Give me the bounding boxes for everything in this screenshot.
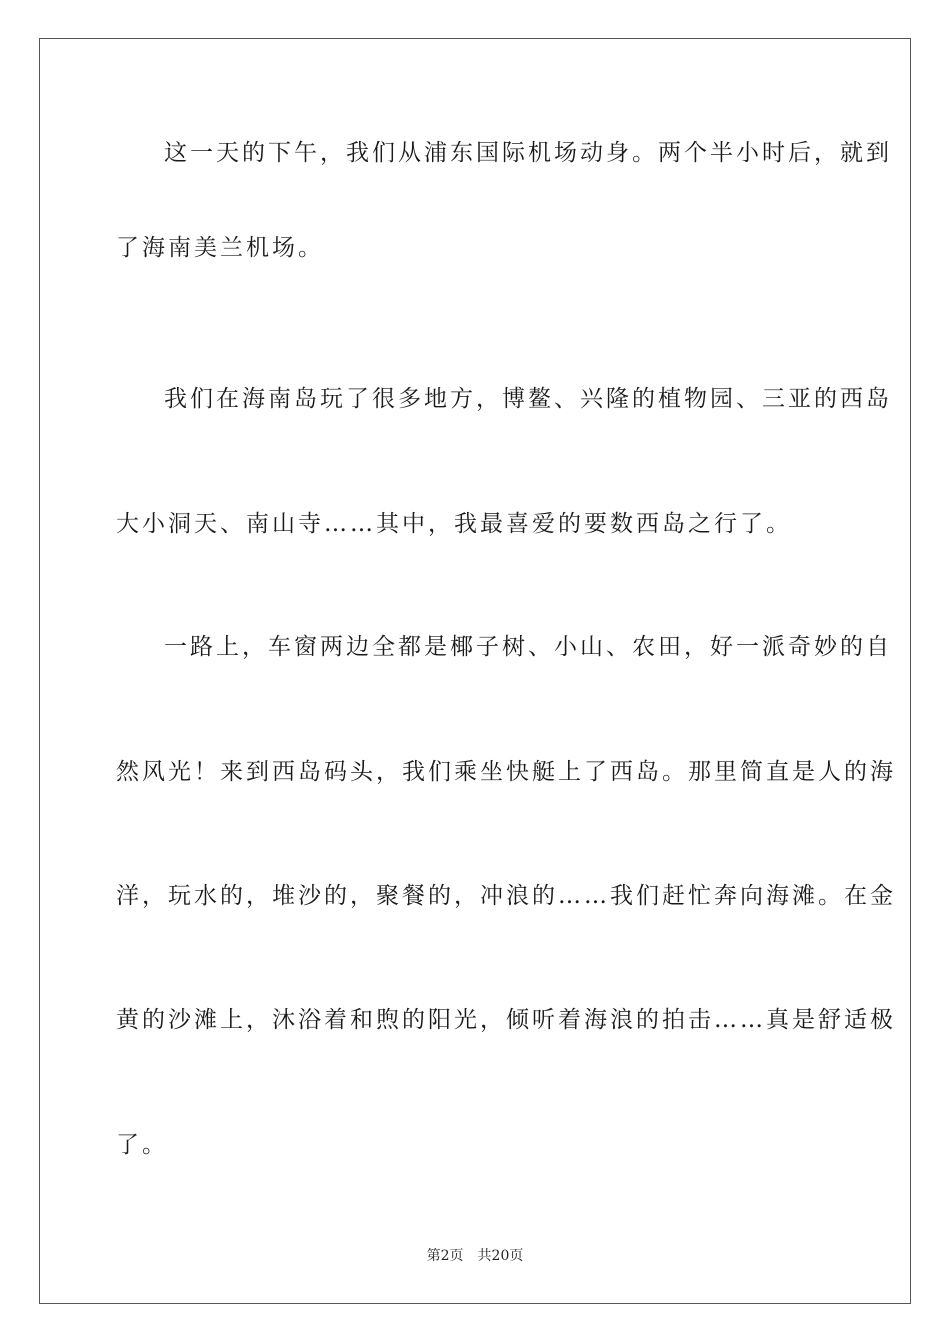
paragraph-line: 了海南美兰机场。 (116, 235, 324, 261)
page-footer (0, 1246, 950, 1266)
paragraph-line: 我们在海南岛玩了很多地方，博鳌、兴隆的植物园、三亚的西岛 (164, 386, 892, 412)
page-number: 第2页 (426, 1248, 464, 1264)
paragraph-line: 洋，玩水的，堆沙的，聚餐的，冲浪的……我们赶忙奔向海滩。在金 (116, 883, 896, 909)
paragraph-line: 这一天的下午，我们从浦东国际机场动身。两个半小时后，就到 (164, 140, 892, 166)
paragraph-line: 一路上，车窗两边全都是椰子树、小山、农田，好一派奇妙的自 (164, 634, 892, 660)
paragraph-line: 了。 (116, 1132, 168, 1158)
total-pages: 共20页 (477, 1248, 524, 1264)
page-border (39, 38, 911, 1304)
paragraph-line: 黄的沙滩上，沐浴着和煦的阳光，倾听着海浪的拍击……真是舒适极 (116, 1007, 896, 1033)
paragraph-line: 大小洞天、南山寺……其中，我最喜爱的要数西岛之行了。 (116, 511, 792, 537)
paragraph-line: 然风光！来到西岛码头，我们乘坐快艇上了西岛。那里简直是人的海 (116, 759, 896, 785)
